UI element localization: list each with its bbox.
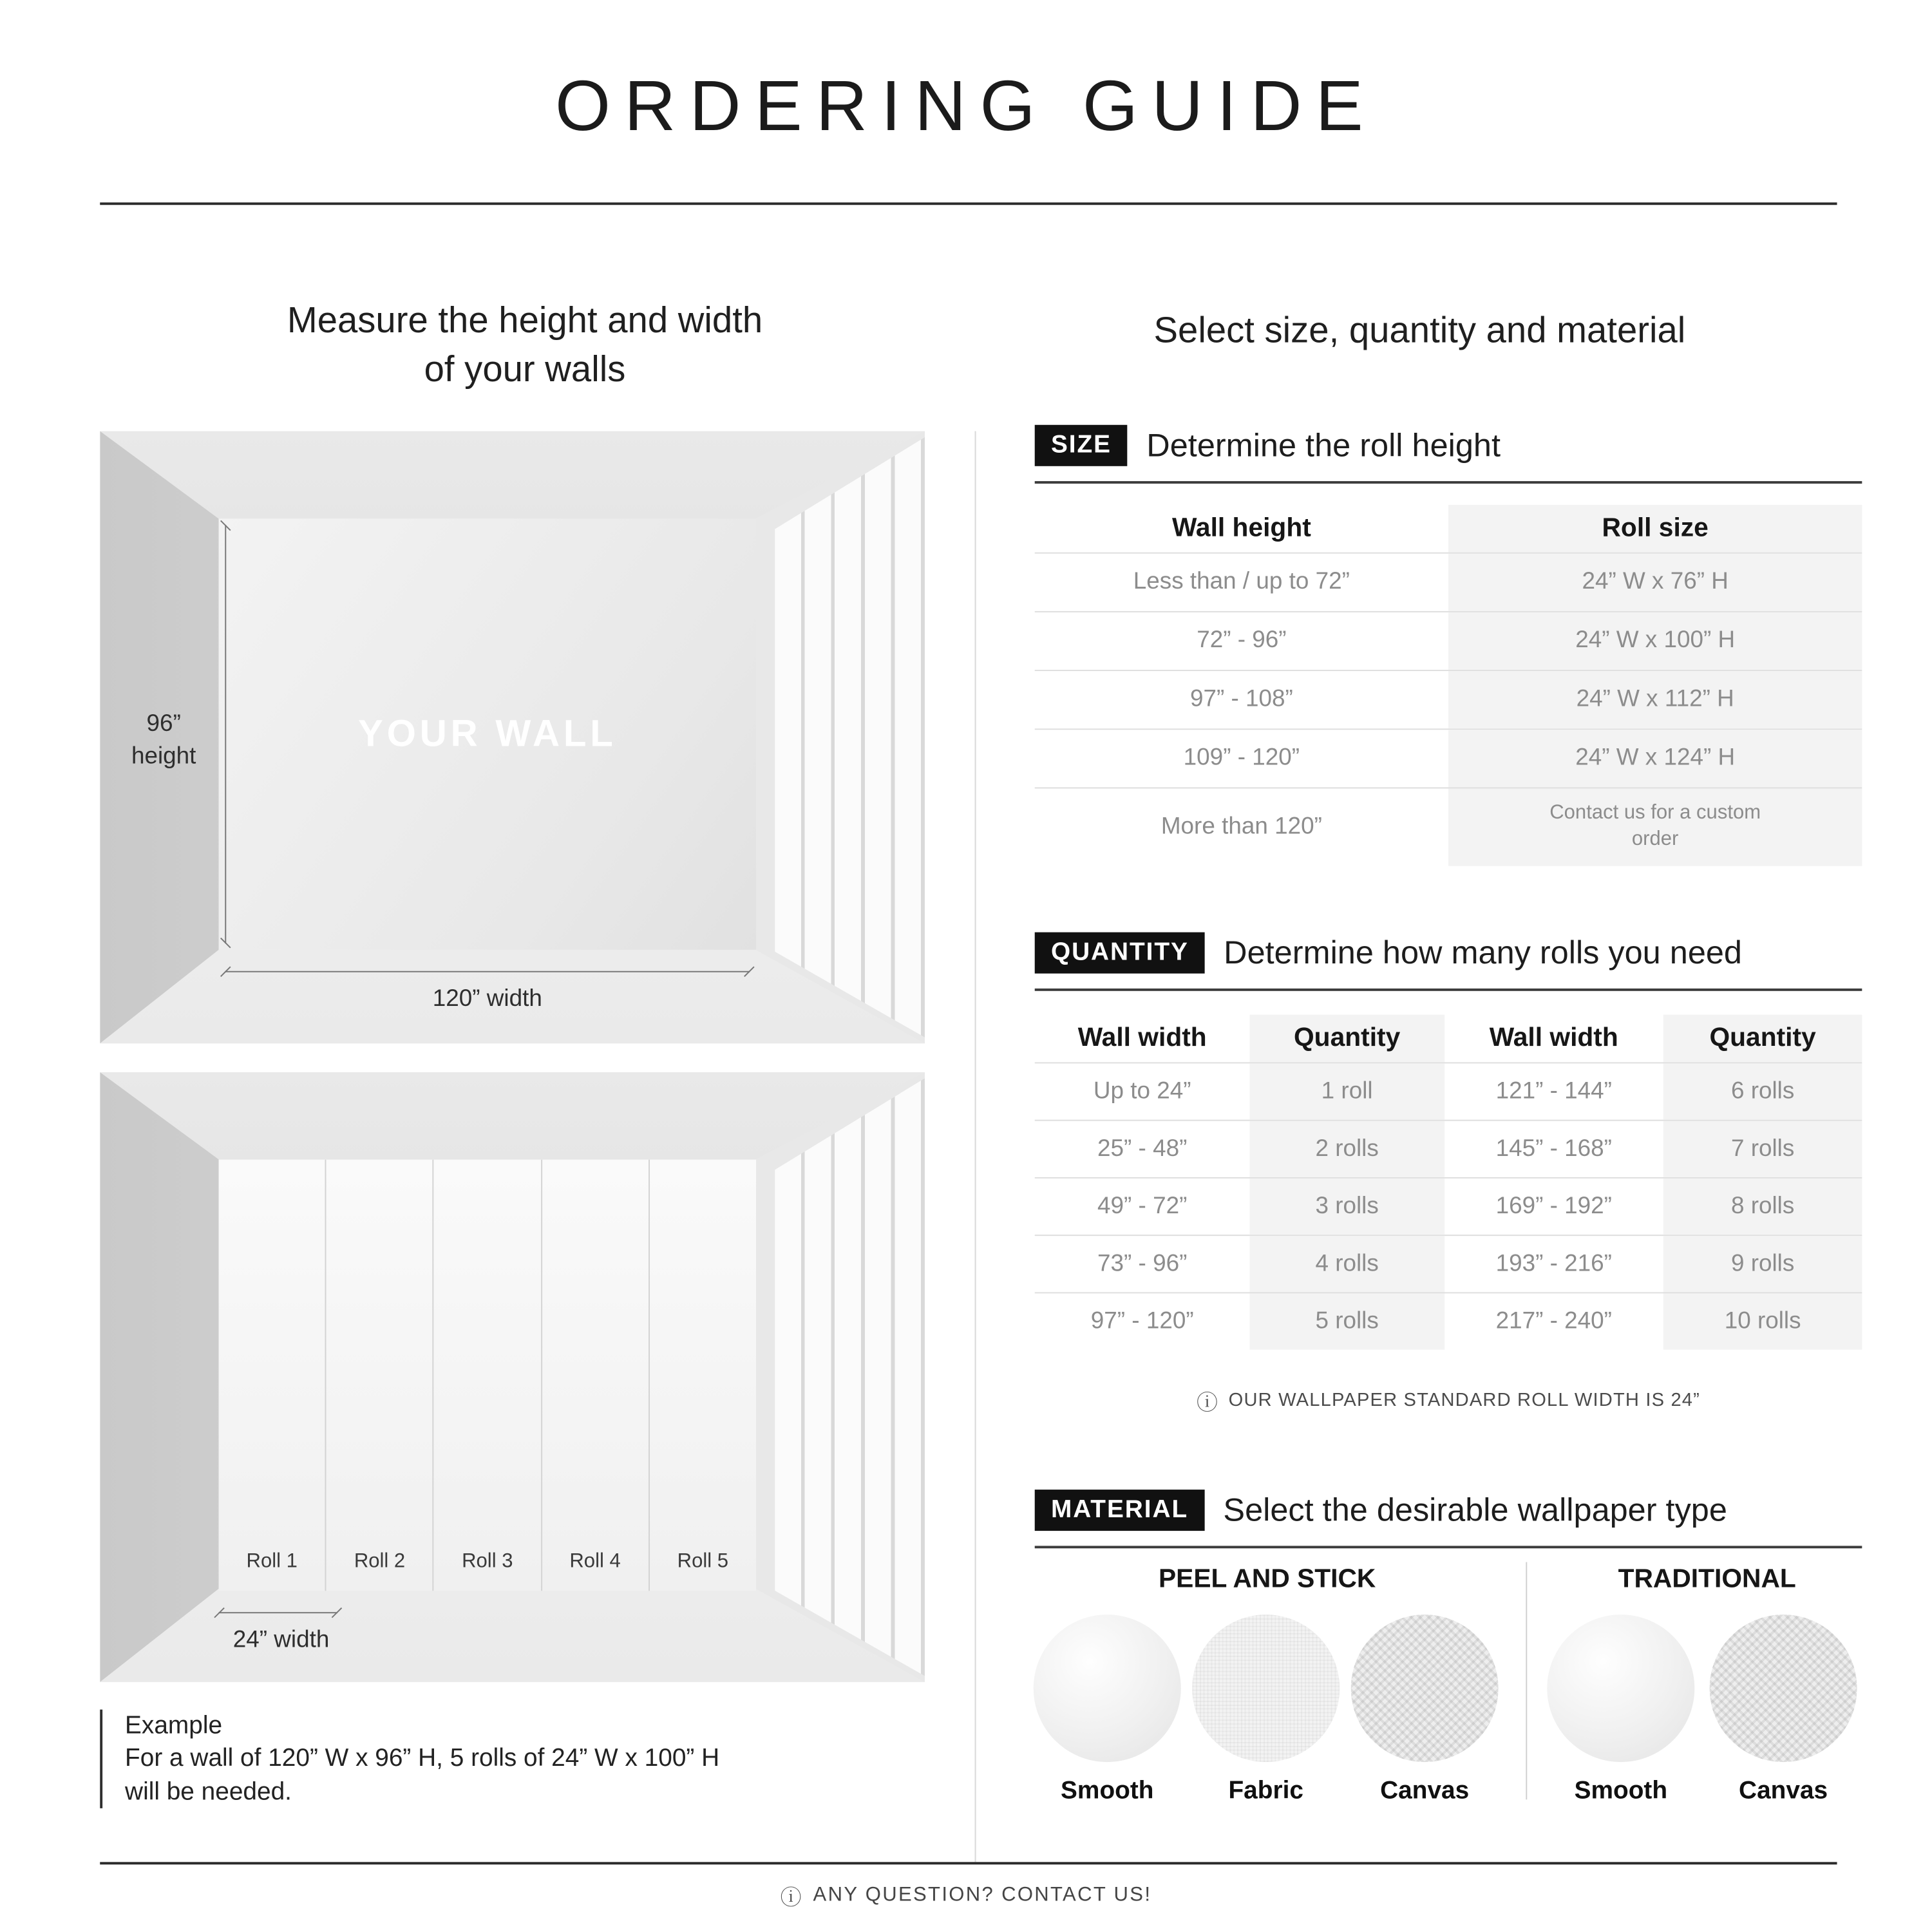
material-group-title-traditional: TRADITIONAL [1618,1564,1796,1594]
quantity-cell: 2 rolls [1250,1121,1444,1177]
wall-width-cell: 49” - 72” [1097,1193,1188,1219]
height-dimension-line [225,525,226,943]
your-wall [219,518,756,949]
quantity-badge: QUANTITY [1035,933,1205,974]
material-group-title-peel-and-stick: PEEL AND STICK [1158,1564,1376,1594]
wall-width-cell: 121” - 144” [1495,1077,1612,1104]
wall-width-column-header: Wall width [1489,1023,1618,1052]
swatch-label: Smooth [1061,1777,1154,1805]
table-row [1035,611,1862,670]
size-table-header [1035,505,1862,553]
roll-width-note [1035,1385,1862,1416]
roll-size-cell: 24” W x 100” H [1448,612,1862,670]
height-value: 96” [146,711,181,737]
room-illustration-rolls [100,1072,925,1682]
quantity-cell: 9 rolls [1663,1236,1862,1292]
wall-width-cell: 145” - 168” [1495,1135,1612,1162]
room-illustration-wall [100,431,925,1043]
fabric-texture-icon [1192,1615,1340,1762]
table-row [1035,1062,1862,1119]
swatch-label: Canvas [1739,1777,1828,1805]
quantity-cell: 1 roll [1250,1063,1444,1119]
size-heading: Determine the roll height [1146,426,1501,464]
measure-heading-line1: Measure the height and width [287,301,763,341]
wall-height-column-header: Wall height [1171,513,1311,543]
roll-label: Roll 5 [677,1551,729,1573]
quantity-cell: 10 rolls [1663,1293,1862,1349]
quantity-cell: 5 rolls [1250,1293,1444,1349]
wall-width-cell: 97” - 120” [1090,1307,1194,1334]
example-line2: will be needed. [125,1777,292,1806]
quantity-column-header: Quantity [1663,1015,1862,1063]
quantity-section-header [1035,933,1862,991]
roll-size-cell: 24” W x 124” H [1448,730,1862,787]
select-heading: Select size, quantity and material [1153,311,1686,352]
size-badge: SIZE [1035,425,1128,466]
table-row [1035,670,1862,728]
example-line1: For a wall of 120” W x 96” H, 5 rolls of 24” W x 100” H [125,1745,720,1773]
quantity-table-header [1035,1015,1862,1063]
swatch-label: Fabric [1228,1777,1303,1805]
material-heading: Select the desirable wallpaper type [1223,1491,1727,1529]
wall-height-cell: 97” - 108” [1189,686,1293,713]
column-divider [975,431,976,1862]
smooth-texture-icon [1034,1615,1181,1762]
roll-panel [650,1160,756,1591]
wall-width-cell: 193” - 216” [1495,1250,1612,1277]
quantity-heading: Determine how many rolls you need [1224,933,1743,971]
width-label: 120” width [432,986,542,1012]
canvas-texture-icon [1351,1615,1499,1762]
roll-label: Roll 1 [246,1551,298,1573]
contact-note[interactable] [0,1879,1932,1911]
swatch-peel-smooth [1034,1615,1181,1806]
material-section-header [1035,1490,1862,1548]
swatch-peel-canvas [1351,1615,1499,1806]
measure-heading-line2: of your walls [424,350,626,390]
swatch-traditional-canvas [1710,1615,1857,1806]
table-row [1035,1292,1862,1349]
title-divider [100,202,1837,205]
example-title: Example [125,1712,223,1740]
table-row [1035,728,1862,787]
roll-size-column-header: Roll size [1448,505,1862,553]
canvas-texture-icon [1710,1615,1857,1762]
wall-width-column-header: Wall width [1077,1023,1207,1052]
roll-size-cell: 24” W x 76” H [1448,554,1862,611]
height-label [113,708,215,773]
example-note [100,1710,912,1809]
quantity-cell: 7 rolls [1663,1121,1862,1177]
your-wall-label: YOUR WALL [357,713,617,755]
wall-width-cell: Up to 24” [1093,1077,1191,1104]
roll-label: Roll 2 [354,1551,406,1573]
size-table [1035,505,1862,866]
height-word: height [131,743,196,770]
roll-width-label: 24” width [232,1627,330,1654]
info-icon: ⓘ [1196,1390,1219,1415]
swatch-label: Smooth [1574,1777,1668,1805]
swatch-traditional-smooth [1547,1615,1694,1806]
width-dimension-line [225,971,750,972]
measure-heading [125,298,925,395]
table-row [1035,1120,1862,1177]
footer-divider [100,1862,1837,1864]
roll-panel [219,1160,327,1591]
swatch-peel-fabric [1192,1615,1340,1806]
wall-width-cell: 73” - 96” [1097,1250,1188,1277]
swatch-label: Canvas [1380,1777,1470,1805]
quantity-column-header: Quantity [1250,1015,1444,1063]
roll-panel [542,1160,649,1591]
table-row [1035,553,1862,611]
wall-width-cell: 169” - 192” [1495,1193,1612,1219]
wall-width-cell: 25” - 48” [1097,1135,1188,1162]
roll-width-note-text: OUR WALLPAPER STANDARD ROLL WIDTH IS 24” [1228,1389,1701,1411]
window [775,1072,925,1682]
quantity-cell: 4 rolls [1250,1236,1444,1292]
wall-width-cell: 217” - 240” [1495,1307,1612,1334]
table-row [1035,1235,1862,1292]
roll-panel [434,1160,542,1591]
roll-panel [327,1160,434,1591]
roll-label: Roll 4 [569,1551,621,1573]
table-row [1035,788,1862,866]
contact-note-text: ANY QUESTION? CONTACT US! [813,1884,1152,1906]
wall-height-cell: 72” - 96” [1197,627,1287,654]
wall-height-cell: 109” - 120” [1183,744,1300,772]
roll-panels [219,1160,756,1591]
quantity-table [1035,1015,1862,1350]
quantity-cell: 8 rolls [1663,1179,1862,1235]
page-title: ORDERING GUIDE [555,66,1377,147]
material-divider [1526,1562,1527,1800]
roll-size-cell: 24” W x 112” H [1448,671,1862,728]
quantity-cell: 6 rolls [1663,1063,1862,1119]
roll-size-cell: Contact us for a custom order [1448,788,1862,866]
window [775,431,925,1043]
quantity-cell: 3 rolls [1250,1179,1444,1235]
smooth-texture-icon [1547,1615,1694,1762]
wall-height-cell: Less than / up to 72” [1133,568,1350,595]
info-icon: ⓘ [780,1886,804,1910]
table-row [1035,1177,1862,1235]
roll-label: Roll 3 [462,1551,513,1573]
wall-height-cell: More than 120” [1160,813,1322,840]
size-section-header [1035,425,1862,484]
material-badge: MATERIAL [1035,1490,1205,1531]
roll-width-dimension-line [219,1612,337,1613]
